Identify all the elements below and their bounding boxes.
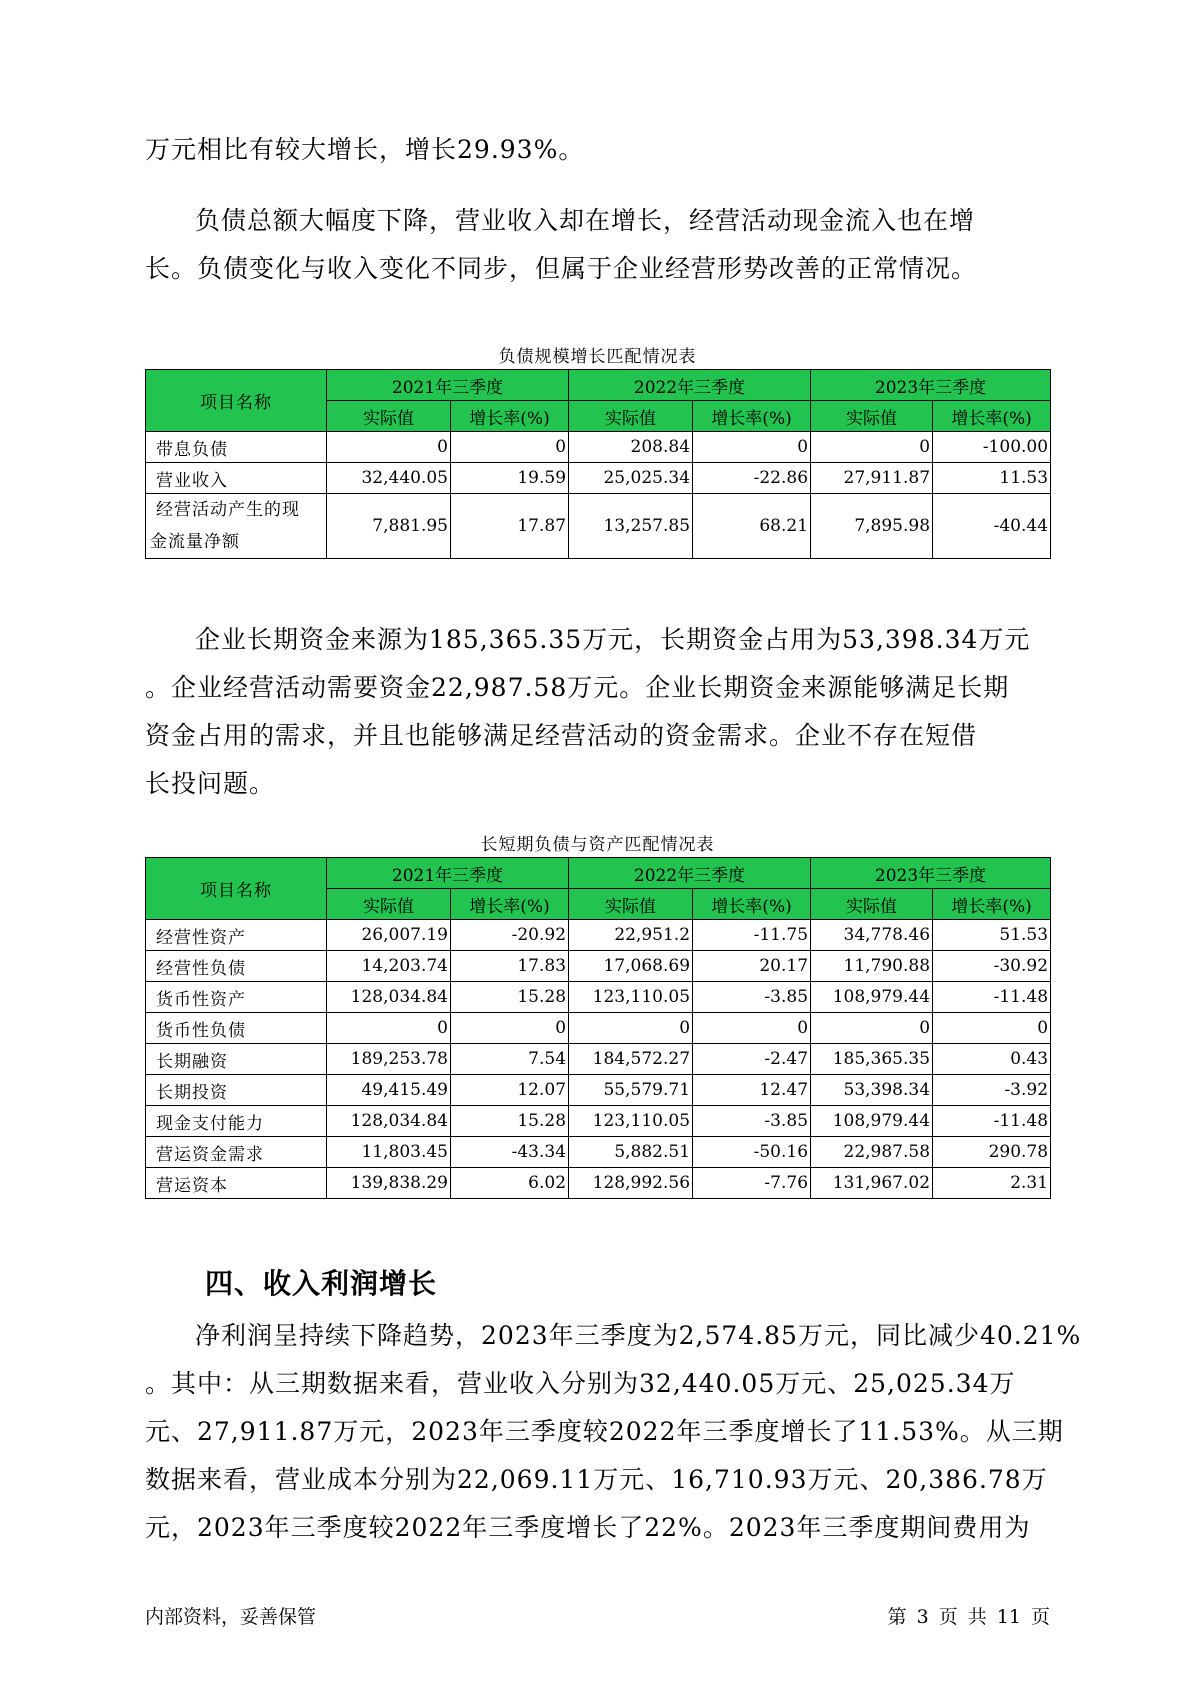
table-row (146, 1013, 1051, 1044)
row-name-line: 经营活动产生的现 (156, 500, 300, 520)
cell-value: 11,790.88 (811, 951, 933, 982)
paragraph-line: 净利润呈持续下降趋势，2023年三季度为2,574.85万元，同比减少40.21% (195, 1321, 1082, 1350)
cell-value: -11.48 (933, 1106, 1051, 1137)
cell-value: 51.53 (933, 920, 1051, 951)
row-name: 营运资金需求 (146, 1137, 327, 1168)
paragraph-line: 资金占用的需求，并且也能够满足经营活动的资金需求。企业不存在短借 (145, 721, 978, 750)
cell-value: 17.87 (451, 494, 569, 559)
table-subheader: 实际值 (811, 889, 933, 920)
cell-value: 0 (327, 432, 451, 463)
footer-confidential-note: 内部资料，妥善保管 (145, 1606, 317, 1628)
cell-value: 27,911.87 (811, 463, 933, 494)
table-subheader: 增长率(%) (933, 401, 1051, 432)
cell-value: 208.84 (569, 432, 693, 463)
cell-value: 53,398.34 (811, 1075, 933, 1106)
cell-value: 7.54 (451, 1044, 569, 1075)
row-name: 带息负债 (146, 432, 327, 463)
row-name: 长期投资 (146, 1075, 327, 1106)
cell-value: 22,951.2 (569, 920, 693, 951)
table-subheader: 实际值 (327, 401, 451, 432)
paragraph-line: 企业长期资金来源为185,365.35万元，长期资金占用为53,398.34万元 (195, 625, 1031, 654)
row-name: 营运资本 (146, 1168, 327, 1199)
table-row (146, 1044, 1051, 1075)
row-name: 经营性资产 (146, 920, 327, 951)
cell-value: 0 (451, 1013, 569, 1044)
cell-value: -3.85 (693, 982, 811, 1013)
cell-value: 13,257.85 (569, 494, 693, 559)
cell-value: -3.85 (693, 1106, 811, 1137)
table-row (146, 432, 1051, 463)
table-row (146, 982, 1051, 1013)
cell-value: 128,034.84 (327, 982, 451, 1013)
table-subheader: 增长率(%) (693, 889, 811, 920)
cell-value: 11.53 (933, 463, 1051, 494)
cell-value: 12.07 (451, 1075, 569, 1106)
cell-value: 123,110.05 (569, 982, 693, 1013)
cell-value: 184,572.27 (569, 1044, 693, 1075)
table-2-caption: 长短期负债与资产匹配情况表 (480, 835, 715, 855)
table-subheader: 增长率(%) (451, 401, 569, 432)
cell-value: 0 (693, 1013, 811, 1044)
cell-value: -3.92 (933, 1075, 1051, 1106)
table-header-period: 2022年三季度 (569, 858, 811, 889)
cell-value: 0 (811, 432, 933, 463)
cell-value: 7,881.95 (327, 494, 451, 559)
cell-value: 108,979.44 (811, 1106, 933, 1137)
paragraph-line: 。其中：从三期数据来看，营业收入分别为32,440.05万元、25,025.34万 (145, 1369, 1016, 1398)
paragraph-4 (145, 1312, 1082, 1552)
cell-value: 123,110.05 (569, 1106, 693, 1137)
cell-value: -43.34 (451, 1137, 569, 1168)
cell-value: -30.92 (933, 951, 1051, 982)
cell-value: -11.48 (933, 982, 1051, 1013)
cell-value: 20.17 (693, 951, 811, 982)
cell-value: 49,415.49 (327, 1075, 451, 1106)
table-row (146, 463, 1051, 494)
paragraph-1 (145, 126, 1050, 174)
liability-growth-table (145, 369, 1051, 559)
cell-value: 19.59 (451, 463, 569, 494)
table-1-caption: 负债规模增长匹配情况表 (498, 347, 697, 367)
table-header-period: 2021年三季度 (327, 370, 569, 401)
cell-value: -11.75 (693, 920, 811, 951)
cell-value: 32,440.05 (327, 463, 451, 494)
cell-value: 26,007.19 (327, 920, 451, 951)
paragraph-line: 长投问题。 (145, 769, 276, 798)
row-name (146, 494, 327, 559)
cell-value: 0 (693, 432, 811, 463)
paragraph-line: 负债总额大幅度下降，营业收入却在增长，经营活动现金流入也在增 (195, 206, 976, 235)
paragraph-line: 元、27,911.87万元，2023年三季度较2022年三季度增长了11.53%。从三期 (145, 1417, 1064, 1446)
row-name: 长期融资 (146, 1044, 327, 1075)
table-subheader: 实际值 (569, 401, 693, 432)
cell-value: 7,895.98 (811, 494, 933, 559)
cell-value: 11,803.45 (327, 1137, 451, 1168)
table-header-item-name: 项目名称 (146, 370, 327, 432)
cell-value: 128,992.56 (569, 1168, 693, 1199)
cell-value: 15.28 (451, 982, 569, 1013)
row-name: 货币性资产 (146, 982, 327, 1013)
cell-value: -7.76 (693, 1168, 811, 1199)
table-row (146, 920, 1051, 951)
paragraph-line: 。企业经营活动需要资金22,987.58万元。企业长期资金来源能够满足长期 (145, 673, 1010, 702)
paragraph-line: 万元相比有较大增长，增长29.93%。 (145, 135, 585, 164)
table-subheader: 增长率(%) (451, 889, 569, 920)
cell-value: 185,365.35 (811, 1044, 933, 1075)
table-subheader: 增长率(%) (933, 889, 1051, 920)
cell-value: 0 (569, 1013, 693, 1044)
cell-value: 0 (933, 1013, 1051, 1044)
cell-value: 290.78 (933, 1137, 1051, 1168)
paragraph-line: 数据来看，营业成本分别为22,069.11万元、16,710.93万元、20,386.78万 (145, 1465, 1048, 1494)
cell-value: 25,025.34 (569, 463, 693, 494)
table-row (146, 494, 1051, 559)
table-header-period: 2021年三季度 (327, 858, 569, 889)
cell-value: 108,979.44 (811, 982, 933, 1013)
footer-page-number: 第 3 页 共 11 页 (887, 1606, 1050, 1628)
cell-value: 2.31 (933, 1168, 1051, 1199)
section-heading: 四、收入利润增长 (205, 1267, 438, 1300)
cell-value: 131,967.02 (811, 1168, 933, 1199)
cell-value: -22.86 (693, 463, 811, 494)
row-name: 货币性负债 (146, 1013, 327, 1044)
table-row (146, 1137, 1051, 1168)
row-name: 现金支付能力 (146, 1106, 327, 1137)
paragraph-2 (145, 197, 1050, 293)
table-row (146, 951, 1051, 982)
cell-value: -100.00 (933, 432, 1051, 463)
cell-value: 15.28 (451, 1106, 569, 1137)
table-subheader: 实际值 (811, 401, 933, 432)
row-name: 营业收入 (146, 463, 327, 494)
table-row (146, 1106, 1051, 1137)
cell-value: -20.92 (451, 920, 569, 951)
paragraph-3 (145, 616, 1050, 808)
table-header-period: 2023年三季度 (811, 858, 1051, 889)
table-row (146, 1168, 1051, 1199)
cell-value: -50.16 (693, 1137, 811, 1168)
cell-value: 12.47 (693, 1075, 811, 1106)
table-row (146, 1075, 1051, 1106)
debt-asset-matching-table (145, 857, 1051, 1199)
cell-value: -40.44 (933, 494, 1051, 559)
paragraph-line: 长。负债变化与收入变化不同步，但属于企业经营形势改善的正常情况。 (145, 254, 978, 283)
cell-value: 55,579.71 (569, 1075, 693, 1106)
table-header-period: 2023年三季度 (811, 370, 1051, 401)
table-subheader: 实际值 (569, 889, 693, 920)
cell-value: 17.83 (451, 951, 569, 982)
cell-value: 0 (811, 1013, 933, 1044)
cell-value: 68.21 (693, 494, 811, 559)
table-header-period: 2022年三季度 (569, 370, 811, 401)
cell-value: 128,034.84 (327, 1106, 451, 1137)
cell-value: 6.02 (451, 1168, 569, 1199)
cell-value: 22,987.58 (811, 1137, 933, 1168)
cell-value: 189,253.78 (327, 1044, 451, 1075)
cell-value: 14,203.74 (327, 951, 451, 982)
cell-value: -2.47 (693, 1044, 811, 1075)
paragraph-line: 元，2023年三季度较2022年三季度增长了22%。2023年三季度期间费用为 (145, 1513, 1031, 1542)
cell-value: 0.43 (933, 1044, 1051, 1075)
cell-value: 0 (327, 1013, 451, 1044)
table-header-item-name: 项目名称 (146, 858, 327, 920)
cell-value: 139,838.29 (327, 1168, 451, 1199)
cell-value: 0 (451, 432, 569, 463)
cell-value: 34,778.46 (811, 920, 933, 951)
table-subheader: 实际值 (327, 889, 451, 920)
cell-value: 5,882.51 (569, 1137, 693, 1168)
row-name: 经营性负债 (146, 951, 327, 982)
row-name-line: 金流量净额 (150, 532, 240, 552)
table-subheader: 增长率(%) (693, 401, 811, 432)
cell-value: 17,068.69 (569, 951, 693, 982)
